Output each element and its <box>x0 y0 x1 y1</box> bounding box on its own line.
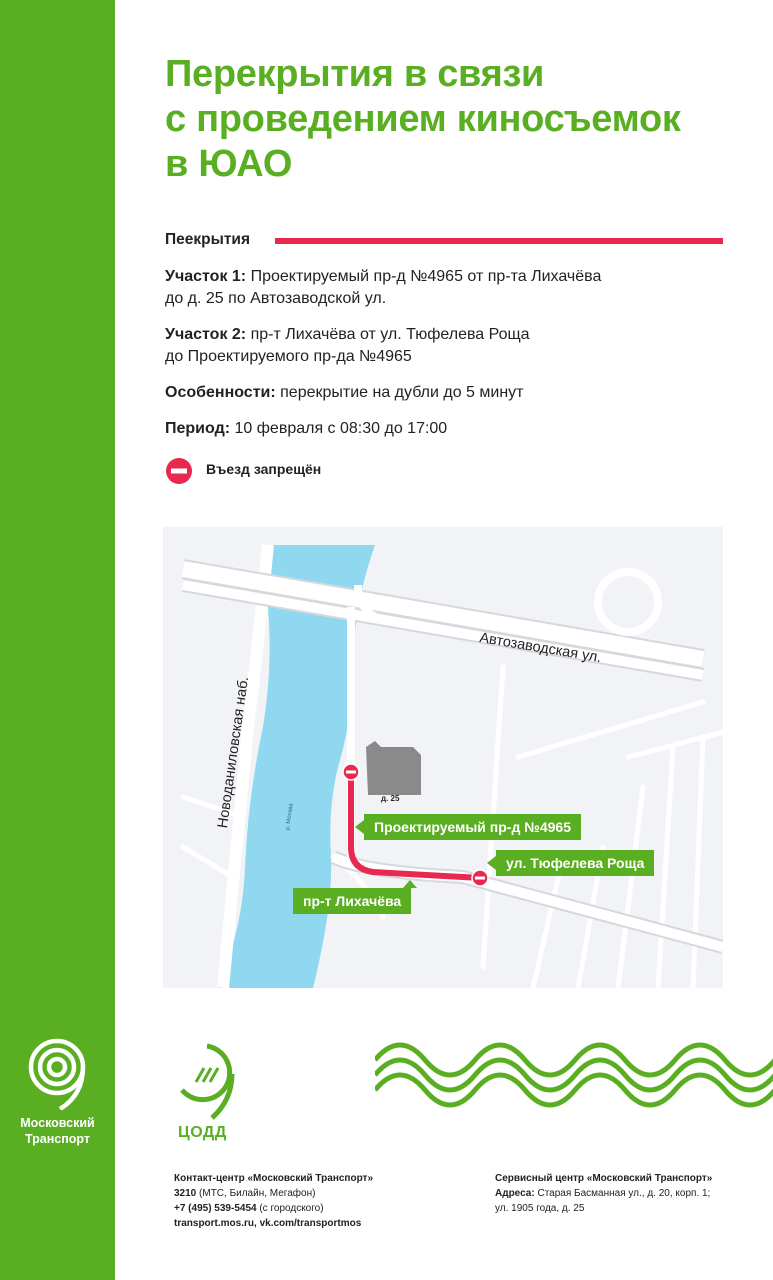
moscow-transport-logo-icon <box>0 1035 115 1115</box>
tsodd-logo <box>172 1040 262 1150</box>
section-1-label: Участок 1: <box>165 268 247 285</box>
building-25 <box>366 741 421 795</box>
sidebar <box>0 0 115 1280</box>
road-label-novodanilovskaya: Новоданиловская наб. <box>215 675 253 830</box>
section-2-line2: до Проектируемого пр-да №4965 <box>165 348 412 365</box>
house-label: д. 25 <box>381 794 400 803</box>
section-2-line1: пр-т Лихачёва от ул. Тюфелева Роща <box>246 326 530 343</box>
closure-legend <box>165 229 725 253</box>
road-label-avtozavodskaya: Автозаводская ул. <box>478 630 603 667</box>
section-1-line1: Проектируемый пр-д №4965 от пр-та Лихачёва <box>246 268 602 285</box>
contact-phone-short: 3210 <box>174 1188 197 1199</box>
page-title <box>165 52 745 187</box>
closure-legend-label: Пеекрытия <box>165 231 251 248</box>
service-center-title: Сервисный центр «Московский Транспорт» <box>495 1173 713 1184</box>
no-entry-icon <box>472 870 488 886</box>
service-address-2: ул. 1905 года, д. 25 <box>495 1203 585 1214</box>
wave-pattern-icon <box>375 1040 773 1110</box>
tag-likhacheva-label: пр-т Лихачёва <box>303 893 402 909</box>
tsodd-name: ЦОДД <box>178 1124 227 1141</box>
no-entry-icon <box>343 764 359 780</box>
section-2-label: Участок 2: <box>165 326 247 343</box>
period-label: Период: <box>165 420 231 437</box>
tag-arrow <box>403 880 417 888</box>
features-label: Особенности: <box>165 384 276 401</box>
contact-sites[interactable]: transport.mos.ru, vk.com/transportmos <box>174 1218 362 1229</box>
period-text: 10 февраля с 08:30 до 17:00 <box>230 420 448 437</box>
river-label: р. Москва <box>285 803 295 831</box>
closure-line-swatch <box>275 238 723 244</box>
contact-phone-city-note: (с городского) <box>256 1203 324 1214</box>
tag-tyufeleva <box>496 850 654 876</box>
tag-tyufeleva-label: ул. Тюфелева Роща <box>506 855 645 871</box>
service-address-label: Адреса: <box>495 1188 535 1199</box>
no-entry-legend <box>165 457 425 485</box>
brand-name <box>0 1115 115 1147</box>
section-1-line2: до д. 25 по Автозаводской ул. <box>165 290 387 307</box>
no-entry-label: Въезд запрещён <box>206 461 322 477</box>
brand-name-line1: Московский <box>20 1116 95 1130</box>
tsodd-logo-icon <box>172 1040 242 1120</box>
decorative-pattern <box>375 1040 773 1115</box>
contact-center <box>174 1171 474 1231</box>
contact-phone-city: +7 (495) 539-5454 <box>174 1203 257 1214</box>
contact-center-title: Контакт-центр «Московский Транспорт» <box>174 1173 374 1184</box>
section-2-info <box>165 324 745 368</box>
title-line1: Перекрытия в связи <box>165 53 545 95</box>
contact-phone-short-note: (МТС, Билайн, Мегафон) <box>196 1188 316 1199</box>
tag-proezd-4965-label: Проектируемый пр-д №4965 <box>374 819 571 835</box>
service-center <box>495 1171 770 1216</box>
tag-likhacheva <box>293 888 411 914</box>
section-1-info <box>165 266 745 310</box>
features-info <box>165 382 745 404</box>
tag-arrow <box>487 856 496 870</box>
map-canvas <box>163 527 723 988</box>
brand-name-line2: Транспорт <box>24 1132 91 1146</box>
features-text: перекрытие на дубли до 5 минут <box>275 384 524 401</box>
title-line3: в ЮАО <box>165 143 293 185</box>
tag-arrow <box>355 820 364 834</box>
service-address-1: Старая Басманная ул., д. 20, корп. 1; <box>534 1188 711 1199</box>
period-info <box>165 418 745 440</box>
map <box>163 527 723 988</box>
tag-proezd-4965 <box>364 814 581 840</box>
no-entry-icon <box>165 457 193 485</box>
title-line2: с проведением киносъемок <box>165 98 681 140</box>
